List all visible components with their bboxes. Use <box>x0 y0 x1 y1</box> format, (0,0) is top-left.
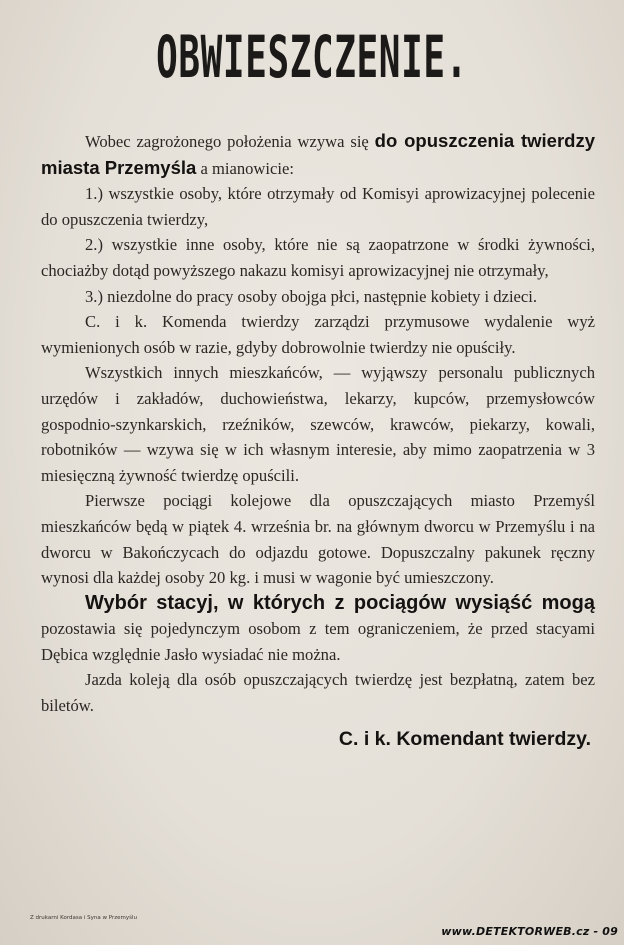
signature: C. i k. Komendant twierdzy. <box>338 727 591 750</box>
list-item-3: 3.) niezdolne do pracy osoby obojga płci, następnie kobiety i dzieci. <box>85 286 538 306</box>
paragraph-residents: Wszystkich innych mieszkańców, — wyjąwszy personalu publicznych urzędów i zakładów, duchowieństwa, lekarzy, kupców, przemysłowców gospodnio-szynkarskich, rzeźników, szewców, krawców, piekarzy, kowali, robotników — wzywa się w ich własnym interesie, aby mimo zaopatrzenia w 3 miesięczną żywność twierdzę opuścili. <box>41 363 595 485</box>
intro-tail-text: a mianowicie: <box>196 158 294 178</box>
intro-text: Wobec zagrożonego położenia wzywa się <box>85 132 375 151</box>
paragraph-intro <box>41 128 595 181</box>
intro-bold-text: do opuszczenia twierdzy miasta Przemyśla <box>41 130 595 178</box>
list-item-1: 1.) wszystkie osoby, które otrzymały od Komisyi aprowizacyjnej polecenie do opuszczenia twierdzy, <box>41 184 595 229</box>
poster-body <box>41 128 595 752</box>
poster-title: OBWIESZCZENIE. <box>156 23 468 91</box>
stations-text: pozostawia się pojedynczym osobom z tem ograniczeniem, że przed stacyami Dębica względnie Jasło wysiadać nie można. <box>41 619 595 664</box>
paragraph-stations <box>41 591 595 668</box>
paragraph-free-travel: Jazda koleją dla osób opuszczających twierdzę jest bezpłatną, zatem bez biletów. <box>41 670 595 716</box>
paragraph-trains: Pierwsze pociągi kolejowe dla opuszczających miasto Przemyśl mieszkańców będą w piątek 4. września br. na głównym dworcu w Przemyślu i na dworcu w Bakończycach do odjazdu gotowe. Dopuszczalny pakunek ręczny wynosi dla każdej osoby 20 kg. i musi w wagonie być umieszczony. <box>41 491 595 588</box>
watermark: www.DETEKTORWEB.cz - 09 <box>441 925 618 938</box>
paragraph-command: C. i k. Komenda twierdzy zarządzi przymusowe wydalenie wyż wymienionych osób w razie, gdyby dobrowolnie twierdzy nie opuściły. <box>41 312 595 357</box>
printer-imprint: Z drukarni Kordasa i Syna w Przemyślu <box>30 915 137 921</box>
list-item-2: 2.) wszystkie inne osoby, które nie są zaopatrzone w środki żywności, chociażby dotąd powyższego nakazu komisyi aprowizacyjnej nie otrzymały, <box>41 235 595 280</box>
stations-bold-text: Wybór stacyj, w których z pociągów wysiąść mogą <box>85 591 595 614</box>
